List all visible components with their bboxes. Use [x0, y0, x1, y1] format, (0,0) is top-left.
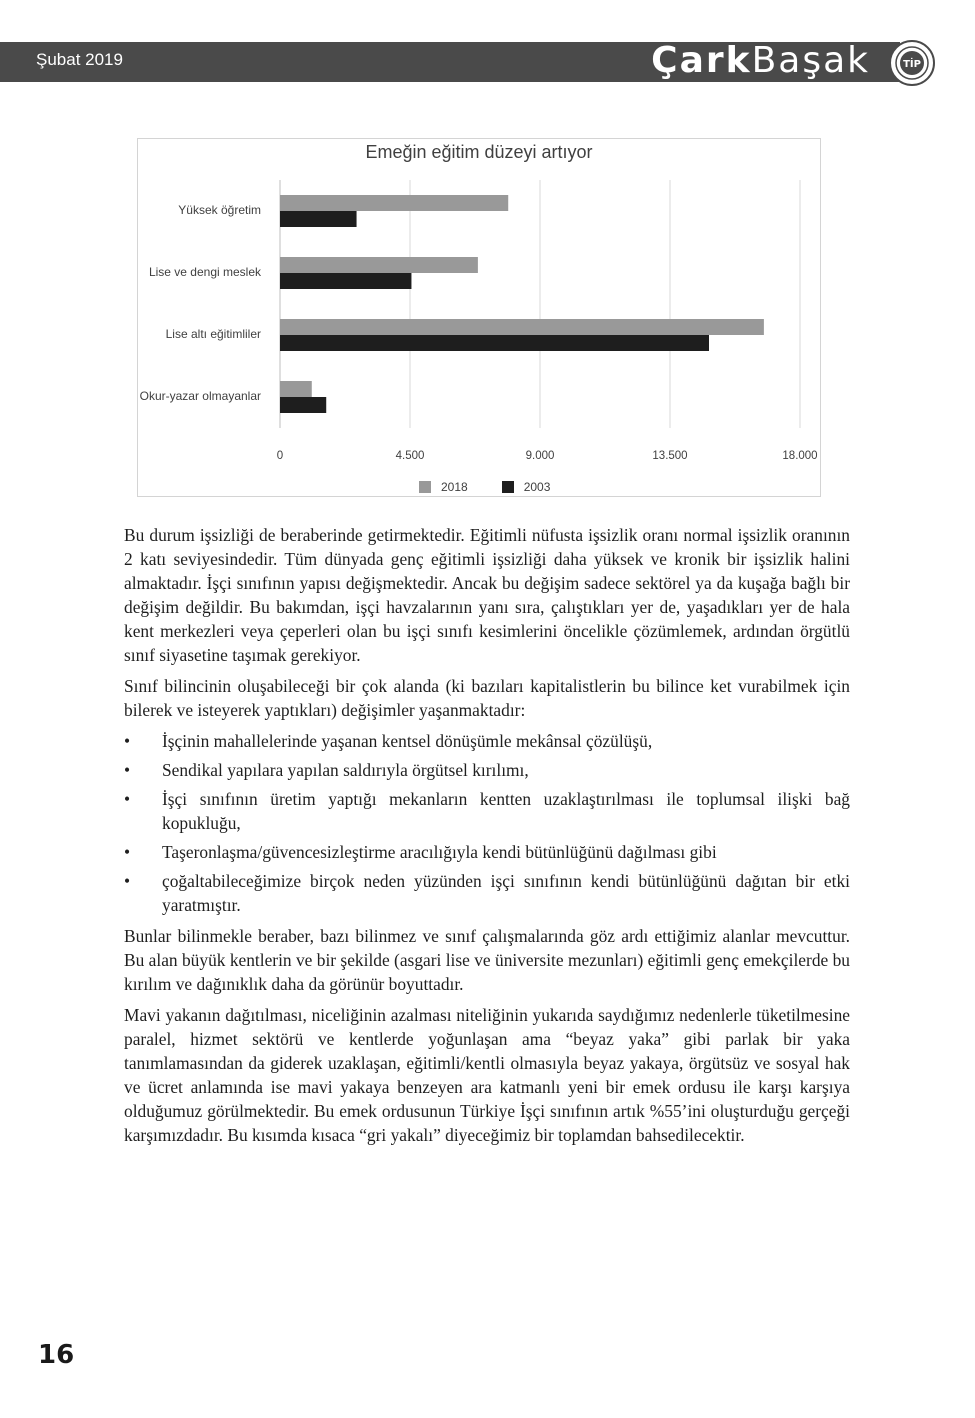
chart-title: Emeğin eğitim düzeyi artıyor: [365, 142, 593, 162]
bar-2018: [280, 381, 312, 397]
list-item: • İşçinin mahallelerinde yaşanan kentsel dönüşümle mekânsal çözülüşü,: [124, 729, 850, 753]
bar-2003: [280, 397, 326, 413]
x-tick-label: 13.500: [652, 450, 688, 462]
paragraph-3: Bunlar bilinmekle beraber, bazı bilinmez ve sınıf çalışmalarında göz ardı ettiğimiz alanlar mevcuttur. Bu alan büyük kentlerin ve bir şekilde (asgari lise ve üniversite mezunları) eğitimli genç emekçilerde bu kırılım ve dağınıklık daha da görünür boyuttadır.: [124, 926, 850, 994]
list-item: • Sendikal yapılara yapılan saldırıyla örgütsel kırılımı,: [124, 758, 850, 782]
bar-2018: [280, 257, 478, 273]
chart-svg: [137, 138, 821, 498]
legend-swatch-2018: [419, 481, 431, 493]
legend-item-2018: [419, 480, 468, 494]
magazine-brand: [651, 40, 870, 81]
category-label: Yüksek öğretim: [178, 203, 261, 217]
bar-2003: [280, 335, 709, 351]
x-tick-label: 18.000: [782, 450, 818, 462]
issue-date: Şubat 2019: [36, 50, 123, 69]
brand-light: Başak: [751, 40, 870, 81]
category-label: Okur-yazar olmayanlar: [139, 389, 261, 403]
legend-swatch-2003: [502, 481, 514, 493]
category-label: Lise altı eğitimliler: [165, 327, 261, 341]
chart-legend: [419, 480, 550, 494]
education-chart: [137, 138, 821, 498]
bar-2003: [280, 273, 411, 289]
x-tick-label: 4.500: [395, 450, 425, 462]
category-label: Lise ve dengi meslek: [148, 265, 261, 279]
list-item: • İşçi sınıfının üretim yaptığı mekanların kentten uzaklaştırılması ile toplumsal ilişki bağ kopukluğu,: [124, 787, 850, 835]
legend-label-2003: 2003: [523, 480, 551, 494]
logo-text: TİP: [903, 59, 921, 70]
change-list: [124, 729, 850, 917]
legend-item-2003: [502, 480, 551, 494]
x-tick-label: 9.000: [525, 450, 555, 462]
paragraph-1: Bu durum işsizliği de beraberinde getirmektedir. Eğitimli nüfusta işsizlik oranı normal işsizlik oranının 2 katı seviyesindedir. Tüm dünyada genç eğitimli işsizliği daha yüksek ve kronik bir işsizlik halini almaktadır. İşçi sınıfının yapısı değişmektedir. Ancak bu değişim sadece sektörel ya da kuşağa bağlı bir değişim değildir. Bu bakımdan, işçi havzalarının yanı sıra, çalıştıkları yer de, yaşadıkları yer de hala kent merkezleri veya çeperleri olan bu işçi sınıfı kesimlerini öncelikle çözümlemek, ardından örgütlü sınıf siyasetine taşımak gerekiyor.: [124, 525, 850, 665]
list-item: • Taşeronlaşma/güvencesizleştirme aracılığıyla kendi bütünlüğünü dağılması gibi: [124, 840, 850, 864]
tip-logo-icon: [883, 38, 941, 88]
bar-2018: [280, 195, 508, 211]
paragraph-2: Sınıf bilincinin oluşabileceği bir çok alanda (ki bazıları kapitalistlerin bu bilince ket vurabilmek için bilerek ve isteyerek yaptıkları) değişimler yaşanmaktadır:: [124, 676, 850, 720]
x-tick-label: 0: [276, 450, 284, 462]
list-item: • çoğaltabileceğimize birçok neden yüzünden işçi sınıfının kendi bütünlüğünü dağıtan bir etki yaratmıştır.: [124, 869, 850, 917]
chart-border: [138, 139, 821, 497]
bar-2003: [280, 211, 357, 227]
bar-2018: [280, 319, 764, 335]
page-number: 16: [38, 1340, 75, 1370]
article-body: [124, 523, 850, 1154]
paragraph-4: Mavi yakanın dağıtılması, niceliğinin azalması niteliğinin yukarıda saydığımız nedenlerle tüketilmesine paralel, hizmet sektörü ve kentlerde yoğunlaşan ama “beyaz yaka” gibi parlak bir yaka tanımlamasından da giderek uzaklaşan, eğitimli/kentli olmasıyla beyaz yakaya, örgütsüz ve sosyal hak ve ücret anlamında ise mavi yakaya benzeyen ara katmanlı yeni bir emek ordusu ile karşı karşıya olduğumuz görülmektedir. Bu emek ordusunun Türkiye İşçi sınıfının artık %55’ini oluşturduğu gerçeği karşımızdadır. Bu kısımda kısaca “gri yakalı” diyeceğimiz bir toplamdan bahsedilecektir.: [124, 1005, 850, 1145]
brand-bold: Çark: [651, 40, 752, 81]
legend-label-2018: 2018: [441, 480, 468, 494]
